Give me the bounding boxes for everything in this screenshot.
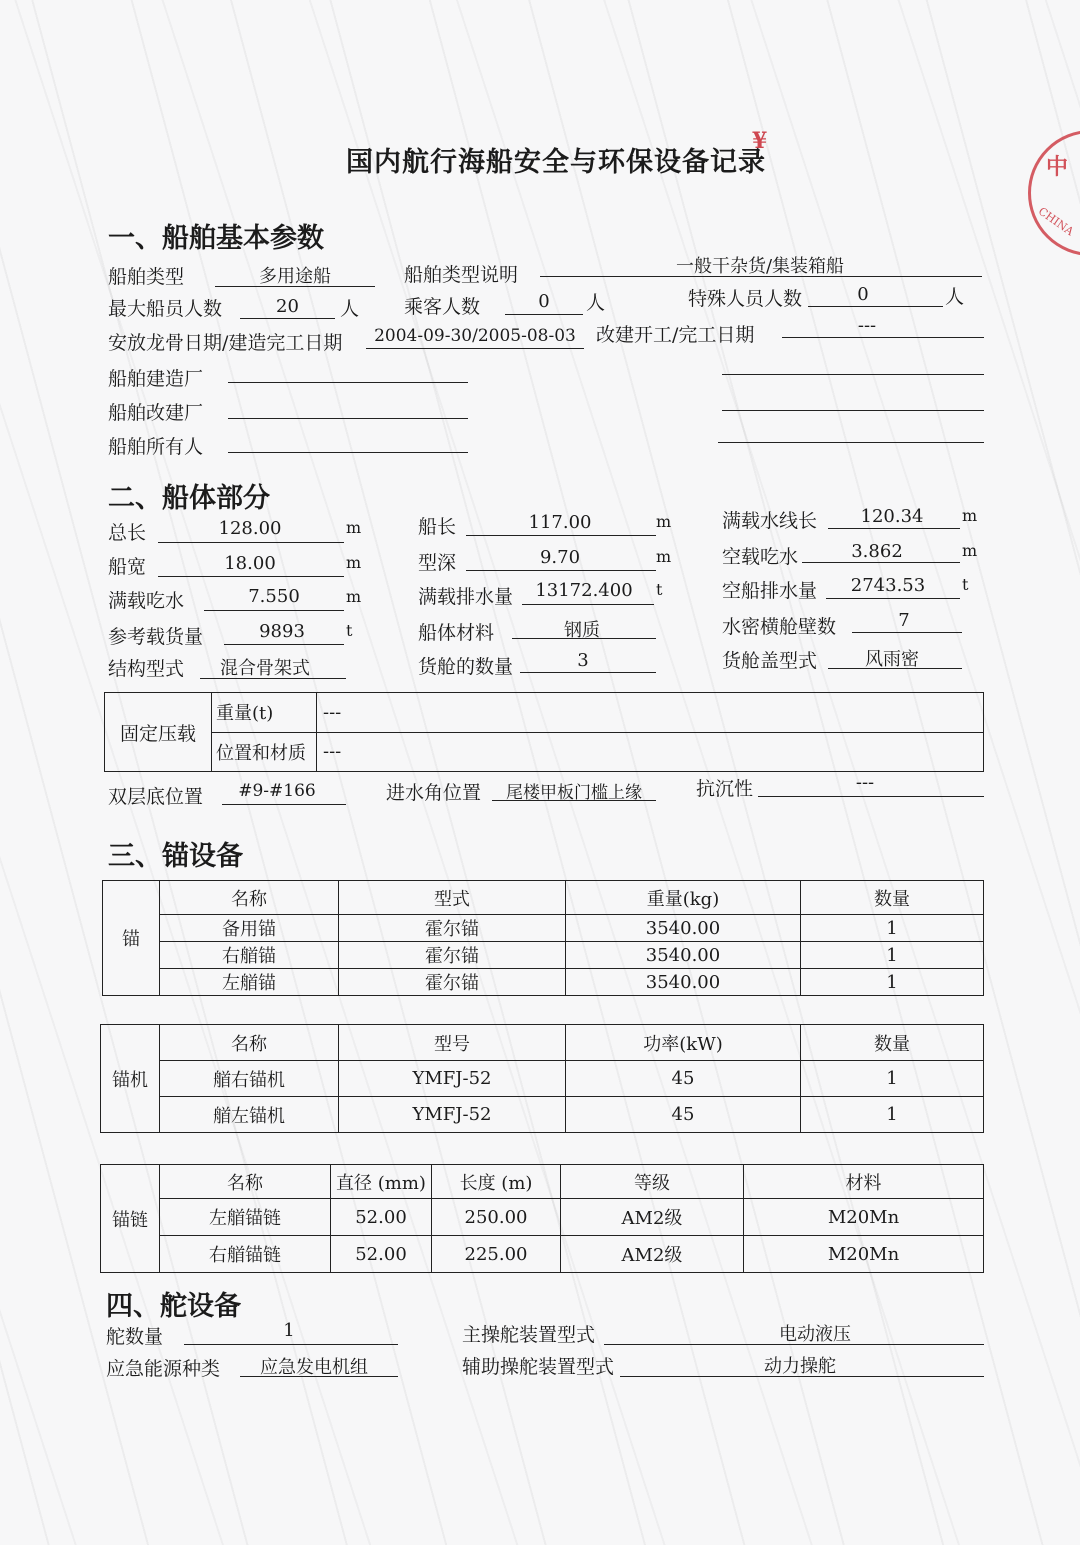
full-draft-unit: m [346, 587, 362, 606]
red-mark: ¥ [752, 128, 768, 154]
main-steering-label: 主操舵装置型式 [462, 1324, 596, 1346]
structure-value: 混合骨架式 [220, 658, 310, 679]
anchor-header-name: 名称 [160, 881, 339, 915]
windlass-cell: YMFJ-52 [339, 1097, 566, 1133]
light-draft-unit: m [962, 541, 978, 560]
main-steering-value: 电动液压 [779, 1324, 851, 1345]
holds-label: 货舱的数量 [418, 656, 514, 678]
anchor-table [102, 880, 984, 996]
flood-angle-value: 尾楼甲板门槛上缘 [506, 783, 642, 803]
lwl-value: 120.34 [860, 506, 924, 527]
anchor-cell: 左艏锚 [160, 969, 339, 996]
ballast-weight-value: --- [317, 693, 984, 733]
section1-heading: 一、船舶基本参数 [108, 223, 324, 254]
loa-label: 总长 [108, 522, 147, 544]
ship-type-desc-label: 船舶类型说明 [404, 264, 519, 286]
section2-heading: 二、船体部分 [108, 483, 270, 514]
special-value: 0 [857, 284, 869, 305]
max-crew-label: 最大船员人数 [108, 298, 223, 320]
lbp-value: 117.00 [528, 512, 592, 533]
anchor-header-type: 型式 [339, 881, 566, 915]
passengers-value: 0 [538, 291, 550, 312]
windlass-header-power: 功率(kW) [566, 1025, 801, 1061]
section3-heading: 三、锚设备 [108, 841, 243, 872]
full-draft-value: 7.550 [248, 586, 300, 607]
table-row [103, 969, 984, 996]
windlass-cell: YMFJ-52 [339, 1061, 566, 1097]
chain-header-length: 长度 (m) [432, 1165, 561, 1199]
full-disp-value: 13172.400 [535, 580, 633, 601]
breadth-unit: m [346, 553, 362, 572]
anchor-cell: 右艏锚 [160, 942, 339, 969]
chain-cell: AM2级 [561, 1199, 744, 1236]
dwt-unit: t [346, 621, 353, 640]
chain-cell: 52.00 [331, 1236, 432, 1273]
table-row [103, 942, 984, 969]
stamp-subtext: CHINA [1035, 204, 1077, 239]
table-row [101, 1236, 984, 1273]
material-value: 钢质 [564, 620, 600, 641]
dwt-label: 参考载货量 [108, 626, 204, 648]
windlass-cell: 艏右锚机 [160, 1061, 339, 1097]
windlass-cell: 45 [566, 1097, 801, 1133]
builder-label: 船舶建造厂 [108, 368, 204, 390]
chain-header-material: 材料 [744, 1165, 984, 1199]
ship-type-label: 船舶类型 [108, 266, 185, 288]
rebuilder-label: 船舶改建厂 [108, 402, 204, 424]
ballast-table [104, 692, 984, 772]
section4-heading: 四、舵设备 [106, 1291, 241, 1322]
double-bottom-value: #9-#166 [238, 781, 316, 801]
table-row [101, 1061, 984, 1097]
unsinkable-label: 抗沉性 [696, 778, 754, 800]
lbp-unit: m [656, 512, 672, 531]
chain-cell: 225.00 [432, 1236, 561, 1273]
bulkheads-label: 水密横舱壁数 [722, 616, 837, 638]
table-row [103, 915, 984, 942]
anchor-group-label: 锚 [103, 881, 160, 996]
special-label: 特殊人员人数 [688, 288, 803, 310]
dwt-value: 9893 [259, 621, 305, 642]
emergency-power-value: 应急发电机组 [260, 1357, 368, 1378]
keel-date-label: 安放龙骨日期/建造完工日期 [108, 332, 343, 354]
windlass-cell: 1 [801, 1097, 984, 1133]
table-row [101, 1097, 984, 1133]
chain-cell: 右艏锚链 [160, 1236, 331, 1273]
chain-header-name: 名称 [160, 1165, 331, 1199]
anchor-cell: 3540.00 [566, 942, 801, 969]
anchor-header-qty: 数量 [801, 881, 984, 915]
windlass-header-qty: 数量 [801, 1025, 984, 1061]
light-disp-value: 2743.53 [850, 575, 926, 596]
double-bottom-label: 双层底位置 [108, 786, 204, 808]
rebuild-date-value: --- [857, 315, 877, 336]
anchor-cell: 1 [801, 915, 984, 942]
lbp-label: 船长 [418, 516, 457, 538]
windlass-header-model: 型号 [339, 1025, 566, 1061]
loa-value: 128.00 [218, 518, 282, 539]
flood-angle-label: 进水角位置 [386, 782, 482, 804]
emergency-power-label: 应急能源种类 [106, 1358, 221, 1380]
chain-group-label: 锚链 [101, 1165, 160, 1273]
anchor-cell: 1 [801, 942, 984, 969]
loa-unit: m [346, 518, 362, 537]
chain-table [100, 1164, 984, 1273]
chain-header-grade: 等级 [561, 1165, 744, 1199]
holds-value: 3 [577, 650, 589, 671]
chain-cell: 250.00 [432, 1199, 561, 1236]
lwl-unit: m [962, 506, 978, 525]
passengers-unit: 人 [586, 292, 606, 314]
table-row [101, 1199, 984, 1236]
chain-cell: M20Mn [744, 1199, 984, 1236]
aux-steering-value: 动力操舵 [764, 1356, 836, 1377]
breadth-value: 18.00 [224, 553, 276, 574]
full-draft-label: 满载吃水 [108, 590, 185, 612]
windlass-cell: 45 [566, 1061, 801, 1097]
windlass-cell: 艏左锚机 [160, 1097, 339, 1133]
rebuild-date-label: 改建开工/完工日期 [596, 324, 755, 346]
depth-label: 型深 [418, 552, 457, 574]
anchor-cell: 3540.00 [566, 915, 801, 942]
chain-header-diameter: 直径 (mm) [331, 1165, 432, 1199]
chain-cell: 左艏锚链 [160, 1199, 331, 1236]
stamp-text: 中 [1046, 154, 1069, 180]
red-seal-stamp [1028, 130, 1080, 256]
max-crew-value: 20 [276, 296, 299, 317]
light-draft-value: 3.862 [851, 541, 903, 562]
rudder-count-value: 1 [283, 1320, 295, 1341]
windlass-group-label: 锚机 [101, 1025, 160, 1133]
special-unit: 人 [945, 286, 965, 308]
chain-cell: M20Mn [744, 1236, 984, 1273]
anchor-cell: 霍尔锚 [339, 915, 566, 942]
windlass-cell: 1 [801, 1061, 984, 1097]
full-disp-label: 满载排水量 [418, 586, 514, 608]
ballast-position-label: 位置和材质 [212, 732, 317, 772]
anchor-cell: 霍尔锚 [339, 942, 566, 969]
anchor-cell: 备用锚 [160, 915, 339, 942]
anchor-header-weight: 重量(kg) [566, 881, 801, 915]
hatch-value: 风雨密 [865, 649, 919, 670]
anchor-cell: 3540.00 [566, 969, 801, 996]
ship-type-value: 多用途船 [259, 266, 331, 287]
light-draft-label: 空载吃水 [722, 546, 799, 568]
unsinkable-value: --- [855, 772, 875, 793]
anchor-cell: 1 [801, 969, 984, 996]
anchor-cell: 霍尔锚 [339, 969, 566, 996]
full-disp-unit: t [656, 580, 663, 599]
material-label: 船体材料 [418, 622, 495, 644]
rudder-count-label: 舵数量 [106, 1326, 164, 1348]
document-title: 国内航行海船安全与环保设备记录 [346, 147, 766, 178]
lwl-label: 满载水线长 [722, 510, 818, 532]
keel-date-value: 2004-09-30/2005-08-03 [374, 326, 576, 346]
chain-cell: 52.00 [331, 1199, 432, 1236]
ballast-position-value: --- [317, 732, 984, 772]
owner-label: 船舶所有人 [108, 436, 204, 458]
depth-unit: m [656, 547, 672, 566]
depth-value: 9.70 [539, 547, 581, 568]
light-disp-unit: t [962, 575, 969, 594]
max-crew-unit: 人 [340, 298, 360, 320]
ballast-weight-label: 重量(t) [212, 693, 317, 733]
chain-cell: AM2级 [561, 1236, 744, 1273]
light-disp-label: 空船排水量 [722, 580, 818, 602]
structure-label: 结构型式 [108, 658, 185, 680]
ship-type-desc-value: 一般干杂货/集装箱船 [675, 256, 845, 277]
passengers-label: 乘客人数 [404, 296, 481, 318]
windlass-header-name: 名称 [160, 1025, 339, 1061]
windlass-table [100, 1024, 984, 1133]
bulkheads-value: 7 [898, 610, 910, 631]
hatch-label: 货舱盖型式 [722, 650, 818, 672]
breadth-label: 船宽 [108, 556, 147, 578]
aux-steering-label: 辅助操舵装置型式 [462, 1356, 615, 1378]
ballast-label: 固定压载 [105, 693, 212, 772]
